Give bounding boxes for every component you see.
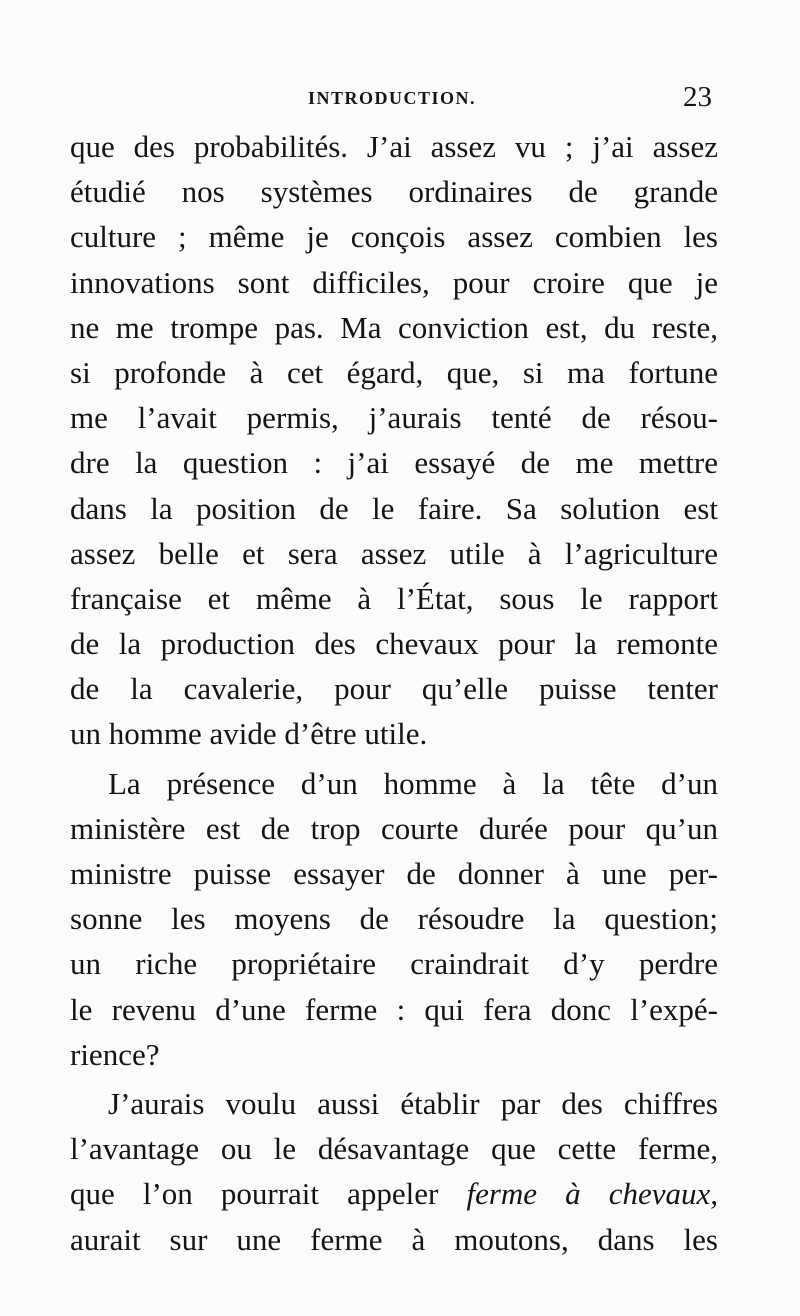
text-line: un riche propriétaire craindrait d’y perdre: [70, 946, 718, 982]
text-line: aurait sur une ferme à moutons, dans les: [70, 1221, 718, 1257]
paragraph-3: [70, 1081, 718, 1262]
text-line: de la cavalerie, pour qu’elle puisse tenter: [70, 671, 718, 707]
page-number: 23: [683, 81, 712, 113]
text-line: ministre puisse essayer de donner à une per-: [70, 856, 718, 891]
body-text: [70, 124, 718, 1262]
text-line: sonne les moyens de résoudre la question;: [70, 901, 718, 937]
text-line: culture ; même je conçois assez combien les: [70, 219, 718, 255]
text-line: innovations sont difficiles, pour croire que je: [70, 264, 718, 300]
text-line: ministère est de trop courte durée pour qu’un: [70, 810, 718, 846]
text-line: si profonde à cet égard, que, si ma fortune: [70, 354, 718, 390]
italic-phrase: ferme à chevaux,: [466, 1176, 719, 1212]
text-line: dans la position de le faire. Sa solution est: [70, 490, 718, 526]
text-line: que des probabilités. J’ai assez vu ; j’ai assez: [70, 129, 718, 164]
text-line: assez belle et sera assez utile à l’agriculture: [70, 535, 718, 571]
text-line: J’aurais voulu aussi établir par des chiffres: [108, 1085, 718, 1121]
text-line: rience?: [70, 1036, 160, 1072]
text-segment: que l’on pourrait appeler: [70, 1176, 439, 1212]
text-line: La présence d’un homme à la tête d’un: [108, 765, 718, 801]
text-line: ne me trompe pas. Ma conviction est, du reste,: [70, 309, 718, 345]
text-line: de la production des chevaux pour la remonte: [70, 626, 718, 662]
text-line: française et même à l’État, sous le rapport: [70, 580, 718, 616]
text-line: un homme avide d’être utile.: [70, 716, 428, 752]
paragraph-2: [70, 761, 718, 1077]
text-line: me l’avait permis, j’aurais tenté de résou-: [70, 400, 718, 436]
text-line: l’avantage ou le désavantage que cette ferme,: [70, 1131, 718, 1167]
text-line: étudié nos systèmes ordinaires de grande: [70, 174, 718, 210]
text-line: dre la question : j’ai essayé de me mettre: [70, 445, 718, 481]
page-header: [0, 80, 800, 116]
text-line: le revenu d’une ferme : qui fera donc l’expé-: [70, 991, 718, 1027]
text-line-with-italic: [70, 1171, 718, 1216]
running-head: INTRODUCTION.: [308, 88, 477, 108]
paragraph-1: [70, 124, 718, 757]
